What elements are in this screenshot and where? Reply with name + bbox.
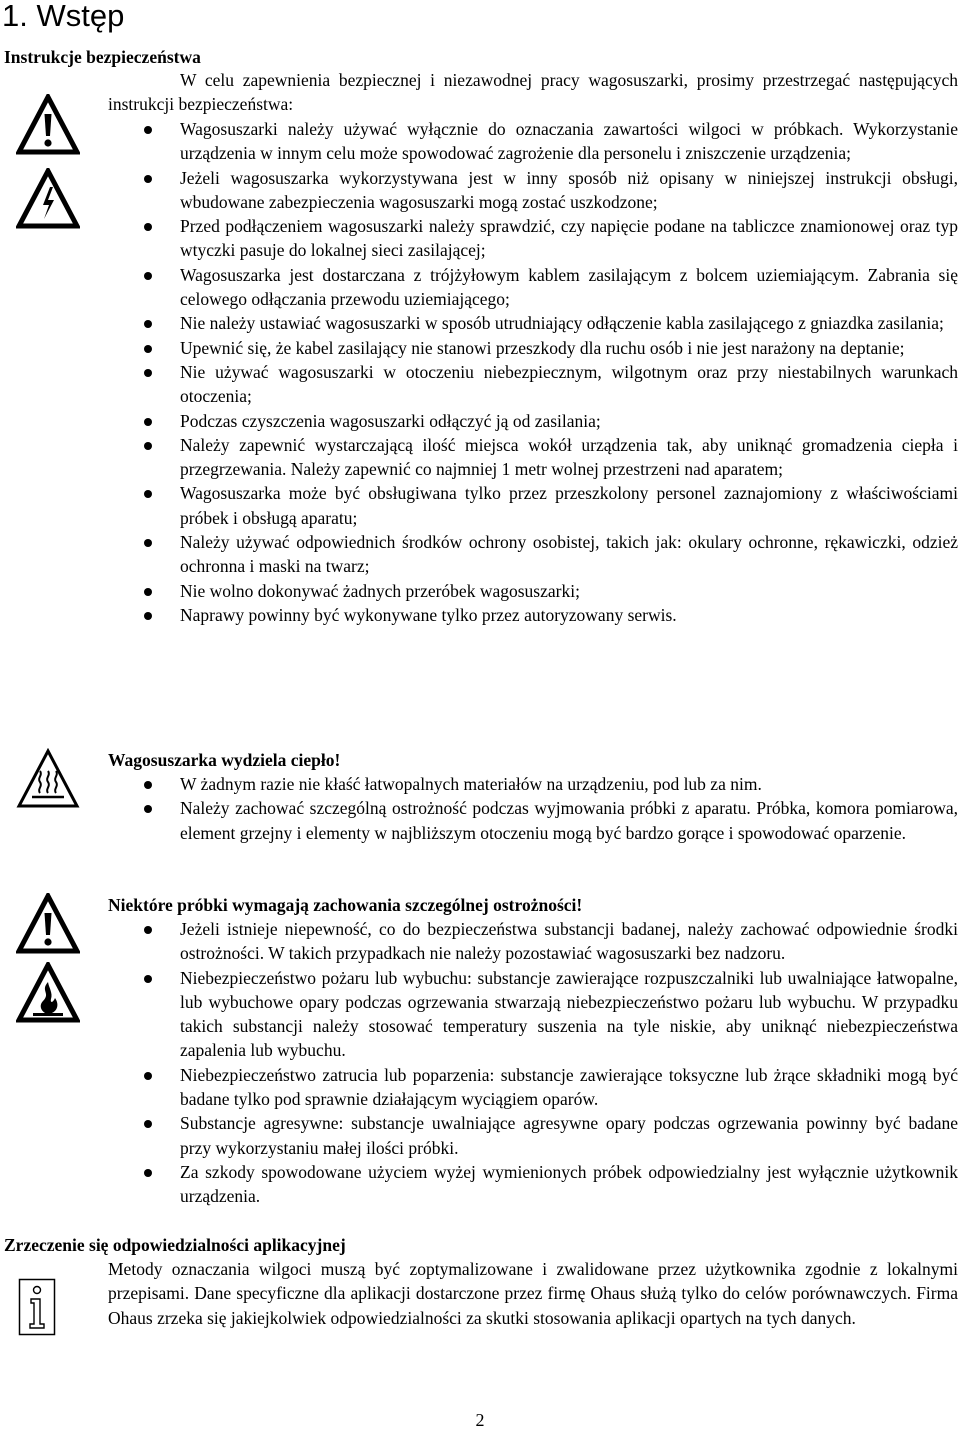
list-item: Wagosuszarka jest dostarczana z trójżyłowym kablem zasilającym z bolcem uziemiającym. Zabrania się celowego odłączania przewodu uziemiającego;: [180, 263, 958, 312]
heat-list: [180, 772, 958, 845]
disclaimer-text: Metody oznaczania wilgoci muszą być zoptymalizowane i zwalidowane przez użytkownika zgodnie z lokalnymi przepisami. Dane specyficzne dla aplikacji dostarczone przez firmę Ohaus służą tylko do celów porównawczych. Firma Ohaus zrzeka się jakiejkolwiek odpowiedzialności za skutki stosowania aplikacji opartych na tych danych.: [108, 1259, 958, 1328]
samples-list: [180, 917, 958, 1209]
list-item: Przed podłączeniem wagosuszarki należy sprawdzić, czy napięcie podane na tabliczce znamionowej oraz typ wtyczki pasuje do lokalnej sieci zasilającej;: [180, 214, 958, 263]
samples-section-title: Niektóre próbki wymagają zachowania szczególnej ostrożności!: [108, 895, 583, 915]
hot-surface-icon: [16, 748, 80, 810]
safety-intro: W celu zapewnienia bezpiecznej i niezawodnej pracy wagosuszarki, prosimy przestrzegać następujących instrukcji bezpieczeństwa:: [108, 70, 958, 115]
list-item: Nie używać wagosuszarki w otoczeniu niebezpiecznym, wilgotnym oraz przy niestabilnych warunkach otoczenia;: [180, 360, 958, 409]
info-icon: [18, 1278, 56, 1336]
safety-list: [180, 117, 958, 627]
disclaimer-section-title: Zrzeczenie się odpowiedzialności aplikacyjnej: [4, 1235, 346, 1255]
list-item: Wagosuszarka może być obsługiwana tylko przez przeszkolony personel zaznajomiony z właściwościami próbek i obsługą aparatu;: [180, 481, 958, 530]
list-item: Podczas czyszczenia wagosuszarki odłączyć ją od zasilania;: [180, 409, 958, 433]
fire-hazard-icon: [16, 962, 80, 1024]
chapter-title: 1. Wstęp: [2, 0, 125, 33]
list-item: Za szkody spowodowane użyciem wyżej wymienionych próbek odpowiedzialny jest wyłącznie użytkownik urządzenia.: [180, 1160, 958, 1209]
safety-section-title: Instrukcje bezpieczeństwa: [4, 47, 201, 67]
warning-exclamation-icon: [16, 893, 80, 955]
list-item: Niebezpieczeństwo zatrucia lub poparzenia: substancje zawierające toksyczne lub żrące składniki mogą być badane tylko pod sprawnie działającym wyciągiem oparów.: [180, 1063, 958, 1112]
warning-exclamation-icon: [16, 94, 80, 156]
list-item: Niebezpieczeństwo pożaru lub wybuchu: substancje zawierające rozpuszczalniki lub uwalniające łatwopalne, lub wybuchowe opary podczas ogrzewania stwarzają niebezpieczeństwo pożaru lub wybuchu. W przypadku takich substancji należy stosować temperatury suszenia na tyle niskie, aby uniknąć niebezpieczeństwa zapalenia lub wybuchu.: [180, 966, 958, 1063]
electrical-hazard-icon: [16, 168, 80, 230]
list-item: Należy zachować szczególną ostrożność podczas wyjmowania próbki z aparatu. Próbka, komora pomiarowa, element grzejny i elementy w najbliższym otoczeniu mogą być bardzo gorące i spowodować oparzenie.: [180, 796, 958, 845]
list-item: Należy używać odpowiednich środków ochrony osobistej, takich jak: okulary ochronne, rękawiczki, odzież ochronna i maski na twarz;: [180, 530, 958, 579]
list-item: Nie wolno dokonywać żadnych przeróbek wagosuszarki;: [180, 579, 958, 603]
list-item: Należy zapewnić wystarczającą ilość miejsca wokół urządzenia tak, aby uniknąć gromadzenia ciepła i przegrzewania. Należy zapewnić co najmniej 1 metr wolnej przestrzeni nad aparatem;: [180, 433, 958, 482]
list-item: Substancje agresywne: substancje uwalniające agresywne opary podczas ogrzewania powinny być badane przy wykorzystaniu małej ilości próbki.: [180, 1111, 958, 1160]
list-item: Nie należy ustawiać wagosuszarki w sposób utrudniający odłączenie kabla zasilającego z gniazdka zasilania;: [180, 311, 958, 335]
list-item: Jeżeli wagosuszarka wykorzystywana jest w inny sposób niż opisany w niniejszej instrukcji obsługi, wbudowane zabezpieczenia wagosuszarki mogą zostać uszkodzone;: [180, 166, 958, 215]
list-item: Naprawy powinny być wykonywane tylko przez autoryzowany serwis.: [180, 603, 958, 627]
list-item: Upewnić się, że kabel zasilający nie stanowi przeszkody dla ruchu osób i nie jest narażony na deptanie;: [180, 336, 958, 360]
list-item: Jeżeli istnieje niepewność, co do bezpieczeństwa substancji badanej, należy zachować odpowiednie środki ostrożności. W takich przypadkach nie należy pozostawiać wagosuszarki bez nadzoru.: [180, 917, 958, 966]
heat-section-title: Wagosuszarka wydziela ciepło!: [108, 750, 341, 770]
list-item: W żadnym razie nie kłaść łatwopalnych materiałów na urządzeniu, pod lub za nim.: [180, 772, 958, 796]
list-item: Wagosuszarki należy używać wyłącznie do oznaczania zawartości wilgoci w próbkach. Wykorzystanie urządzenia w innym celu może spowodować zagrożenie dla personelu i zniszczenie urządzenia;: [180, 117, 958, 166]
page-number: 2: [475, 1410, 485, 1430]
